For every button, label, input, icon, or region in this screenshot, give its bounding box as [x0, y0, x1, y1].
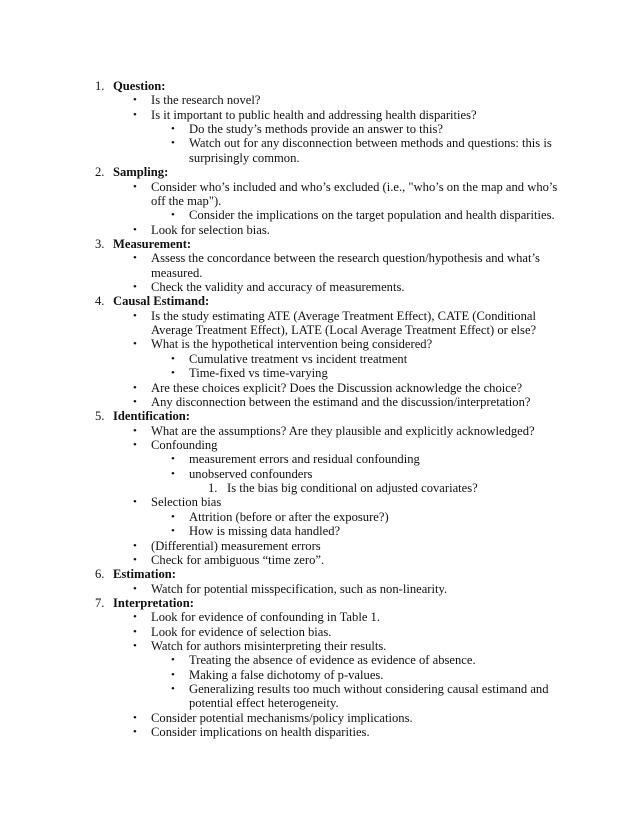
list-item-text: Watch for authors misinterpreting their results.	[151, 639, 387, 654]
sub-list-item-text: measurement errors and residual confounding	[189, 452, 420, 467]
section-4	[0, 294, 640, 409]
section-title: Estimation:	[113, 567, 176, 582]
section-number: 5.	[95, 409, 105, 424]
sub-list-item-text: Time-fixed vs time-varying	[189, 366, 328, 381]
sub-list-item	[0, 122, 640, 136]
section-number: 7.	[95, 595, 105, 610]
checklist-outline	[0, 79, 640, 740]
section-heading	[0, 567, 640, 581]
list-item	[0, 395, 640, 409]
list-item-text: Confounding	[151, 437, 218, 452]
list-item	[0, 553, 640, 567]
bullet-icon: •	[171, 467, 175, 480]
section-7	[0, 596, 640, 740]
bullet-icon: •	[133, 496, 137, 509]
bullet-icon: •	[133, 582, 137, 595]
list-item	[0, 725, 640, 739]
bullet-icon: •	[171, 510, 175, 523]
list-item-text: Selection bias	[151, 495, 222, 510]
bullet-icon: •	[133, 108, 137, 121]
bullet-icon: •	[133, 424, 137, 437]
list-item-text: Is the research novel?	[151, 93, 261, 108]
sub-list-item-text: Watch out for any disconnection between methods and questions: this is surprisingly common.	[189, 136, 552, 165]
section-title: Identification:	[113, 409, 190, 424]
document-page	[0, 79, 640, 740]
list-item-text: Are these choices explicit? Does the Discussion acknowledge the choice?	[151, 380, 523, 395]
list-item-text: Consider who’s included and who’s excluded (i.e., "who’s on the map and who’s off the map").	[151, 179, 558, 208]
list-item	[0, 625, 640, 639]
sub-list-item	[0, 510, 640, 524]
list-item	[0, 495, 640, 509]
list-item-text: Assess the concordance between the research question/hypothesis and what’s measured.	[151, 251, 540, 280]
bullet-icon: •	[133, 625, 137, 638]
list-item-text: Check the validity and accuracy of measurements.	[151, 280, 405, 295]
bullet-icon: •	[171, 123, 175, 136]
list-item-text: Look for evidence of selection bias.	[151, 624, 332, 639]
bullet-icon: •	[171, 683, 175, 696]
list-item	[0, 280, 640, 294]
sub-list-item	[0, 524, 640, 538]
section-heading	[0, 409, 640, 423]
section-1	[0, 79, 640, 165]
bullet-icon: •	[133, 711, 137, 724]
list-item	[0, 582, 640, 596]
bullet-icon: •	[133, 180, 137, 193]
bullet-icon: •	[133, 553, 137, 566]
bullet-icon: •	[133, 252, 137, 265]
bullet-icon: •	[133, 726, 137, 739]
numbered-sub-item	[0, 481, 640, 495]
list-item	[0, 610, 640, 624]
section-heading	[0, 294, 640, 308]
bullet-icon: •	[133, 395, 137, 408]
list-item-text: Look for evidence of confounding in Table 1.	[151, 610, 381, 625]
sub-list-item	[0, 452, 640, 466]
section-heading	[0, 165, 640, 179]
list-item	[0, 639, 640, 653]
list-item-text: (Differential) measurement errors	[151, 538, 321, 553]
bullet-icon: •	[171, 137, 175, 150]
numbered-sub-item-text: Is the bias big conditional on adjusted covariates?	[227, 481, 478, 496]
list-item	[0, 251, 640, 280]
sub-list-item-text: unobserved confounders	[189, 466, 313, 481]
sub-list-item-text: Cumulative treatment vs incident treatment	[189, 351, 408, 366]
sub-list-item-text: Attrition (before or after the exposure?)	[189, 509, 389, 524]
bullet-icon: •	[171, 352, 175, 365]
bullet-icon: •	[133, 281, 137, 294]
bullet-icon: •	[171, 209, 175, 222]
sub-list-item	[0, 682, 640, 711]
sub-list-item-text: How is missing data handled?	[189, 524, 341, 539]
list-item	[0, 337, 640, 351]
bullet-icon: •	[171, 668, 175, 681]
sub-list-item	[0, 208, 640, 222]
section-number: 4.	[95, 294, 105, 309]
list-item	[0, 539, 640, 553]
item-number: 1.	[208, 481, 218, 496]
bullet-icon: •	[133, 338, 137, 351]
section-title: Question:	[113, 79, 166, 93]
bullet-icon: •	[133, 438, 137, 451]
sub-list-item	[0, 653, 640, 667]
bullet-icon: •	[171, 367, 175, 380]
section-heading	[0, 596, 640, 610]
section-number: 6.	[95, 567, 105, 582]
sub-list-item	[0, 668, 640, 682]
sub-list-item-text: Consider the implications on the target population and health disparities.	[189, 208, 555, 223]
sub-list-item	[0, 352, 640, 366]
sub-list-item	[0, 136, 640, 165]
list-item	[0, 108, 640, 122]
list-item-text: Watch for potential misspecification, such as non-linearity.	[151, 581, 448, 596]
list-item-text: What is the hypothetical intervention being considered?	[151, 337, 433, 352]
bullet-icon: •	[133, 539, 137, 552]
list-item	[0, 180, 640, 209]
sub-list-item-text: Making a false dichotomy of p-values.	[189, 667, 384, 682]
bullet-icon: •	[133, 611, 137, 624]
section-number: 3.	[95, 236, 105, 251]
list-item-text: Is the study estimating ATE (Average Treatment Effect), CATE (Conditional Average Treatment Effect), LATE (Local Average Treatment Effect) or else?	[151, 308, 537, 338]
sub-list-item-text: Generalizing results too much without considering causal estimand and potential effect heterogeneity.	[189, 682, 549, 711]
list-item-text: Consider potential mechanisms/policy implications.	[151, 710, 413, 725]
list-item	[0, 223, 640, 237]
section-title: Causal Estimand:	[113, 294, 210, 309]
list-item	[0, 438, 640, 452]
section-heading	[0, 79, 640, 93]
list-item-text: Any disconnection between the estimand and the discussion/interpretation?	[151, 394, 531, 409]
section-2	[0, 165, 640, 237]
section-heading	[0, 237, 640, 251]
sub-list-item	[0, 467, 640, 481]
sub-list-item	[0, 366, 640, 380]
section-5	[0, 409, 640, 567]
list-item	[0, 381, 640, 395]
bullet-icon: •	[133, 381, 137, 394]
bullet-icon: •	[133, 223, 137, 236]
section-title: Interpretation:	[113, 595, 194, 610]
bullet-icon: •	[171, 654, 175, 667]
list-item	[0, 93, 640, 107]
list-item	[0, 424, 640, 438]
list-item-text: Look for selection bias.	[151, 222, 270, 237]
section-title: Measurement:	[113, 236, 192, 251]
bullet-icon: •	[133, 640, 137, 653]
section-number: 2.	[95, 165, 105, 180]
sub-list-item-text: Treating the absence of evidence as evidence of absence.	[189, 653, 476, 668]
bullet-icon: •	[171, 453, 175, 466]
list-item	[0, 711, 640, 725]
list-item	[0, 309, 640, 338]
list-item-text: Is it important to public health and addressing health disparities?	[151, 107, 477, 122]
section-number: 1.	[95, 79, 105, 93]
list-item-text: Consider implications on health disparities.	[151, 725, 370, 740]
list-item-text: What are the assumptions? Are they plausible and explicitly acknowledged?	[151, 423, 535, 438]
section-6	[0, 567, 640, 596]
section-3	[0, 237, 640, 294]
bullet-icon: •	[171, 525, 175, 538]
bullet-icon: •	[133, 309, 137, 322]
list-item-text: Check for ambiguous “time zero”.	[151, 552, 325, 567]
bullet-icon: •	[133, 94, 137, 107]
sub-list-item-text: Do the study’s methods provide an answer to this?	[189, 122, 443, 137]
section-title: Sampling:	[113, 165, 169, 180]
